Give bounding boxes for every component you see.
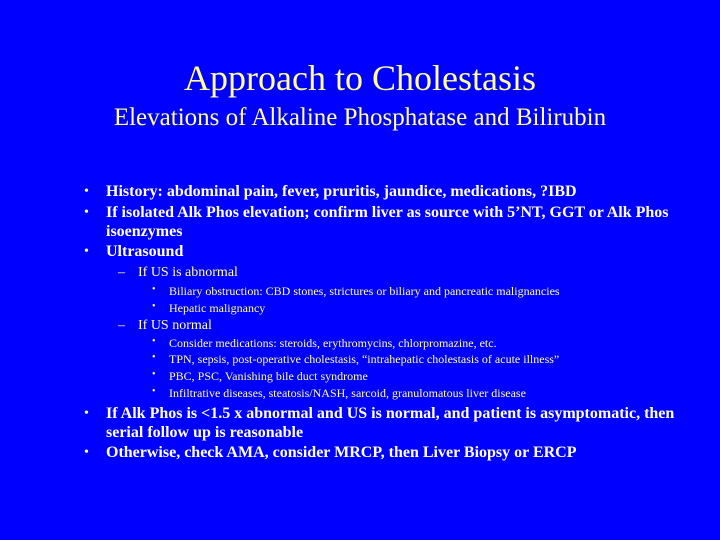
bullet-icon: • bbox=[84, 184, 89, 199]
bullet-icon: • bbox=[152, 284, 156, 295]
bullet-icon: • bbox=[84, 406, 89, 421]
bullet-icon: • bbox=[152, 369, 156, 380]
sub-point-text: Hepatic malignancy bbox=[169, 301, 266, 315]
sub-item-text: If US normal bbox=[138, 318, 212, 333]
bullet-icon: • bbox=[152, 336, 156, 347]
sub-point-text: Infiltrative diseases, steatosis/NASH, sarcoid, granulomatous liver disease bbox=[169, 386, 526, 400]
slide-title: Approach to Cholestasis bbox=[184, 58, 536, 98]
bullet-icon: • bbox=[84, 244, 89, 259]
bullet-icon: • bbox=[152, 301, 156, 312]
bullet-text: If Alk Phos is <1.5 x abnormal and US is normal, and patient is asymptomatic, then serial follow up is reasonable bbox=[106, 405, 675, 441]
bullet-text: If isolated Alk Phos elevation; confirm liver as source with 5’NT, GGT or Alk Phos isoenzymes bbox=[106, 204, 669, 240]
bullet-text: History: abdominal pain, fever, pruritis, jaundice, medications, ?IBD bbox=[106, 183, 577, 200]
sub-point-text: TPN, sepsis, post-operative cholestasis, “intrahepatic cholestasis of acute illness” bbox=[169, 352, 560, 366]
bullet-icon: • bbox=[84, 205, 89, 220]
bullet-text: Ultrasound bbox=[106, 243, 184, 260]
bullet-text: Otherwise, check AMA, consider MRCP, then Liver Biopsy or ERCP bbox=[106, 444, 577, 461]
dash-icon: – bbox=[118, 318, 125, 333]
sub-point-text: Biliary obstruction: CBD stones, strictures or biliary and pancreatic malignancies bbox=[169, 284, 560, 298]
sub-item-text: If US is abnormal bbox=[138, 265, 238, 280]
bullet-icon: • bbox=[152, 352, 156, 363]
dash-icon: – bbox=[118, 265, 125, 280]
sub-point-text: PBC, PSC, Vanishing bile duct syndrome bbox=[169, 369, 368, 383]
slide-subtitle: Elevations of Alkaline Phosphatase and Bilirubin bbox=[113, 104, 607, 131]
sub-point-text: Consider medications: steroids, erythromycins, chlorpromazine, etc. bbox=[169, 336, 497, 350]
bullet-icon: • bbox=[152, 386, 156, 397]
bullet-icon: • bbox=[84, 445, 89, 460]
